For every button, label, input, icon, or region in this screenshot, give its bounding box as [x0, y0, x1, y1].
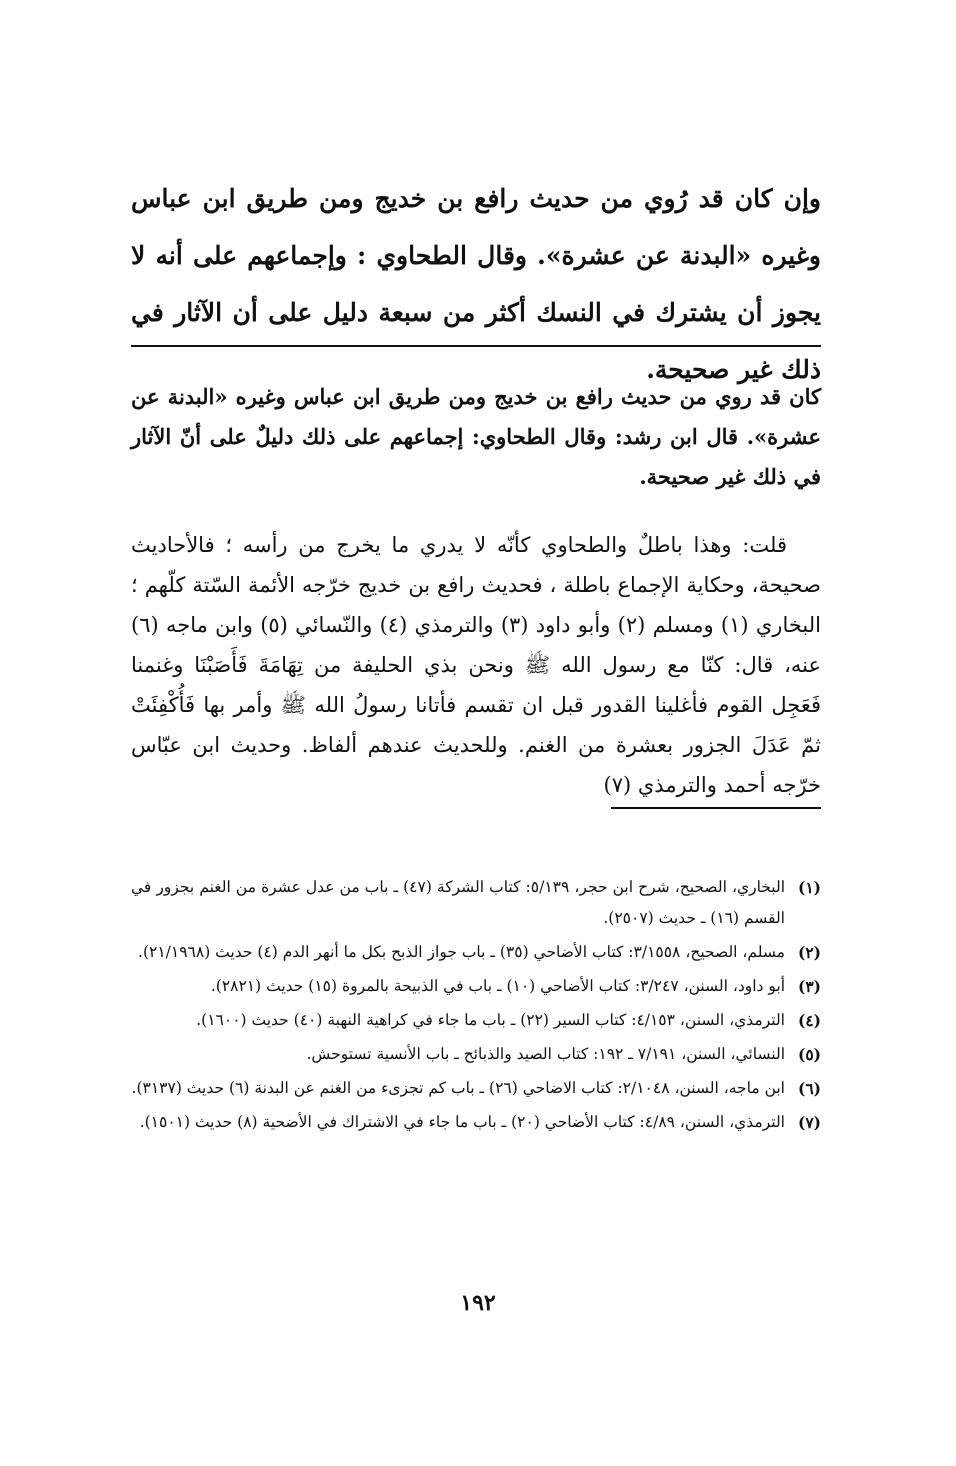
- footnote-text: النسائي، السنن، ٧/١٩١ ـ ١٩٢: كتاب الصيد والذبائح ـ باب الأنسية تستوحش.: [306, 1045, 785, 1063]
- footnote-item: [131, 1107, 821, 1138]
- footnote-number: (٤): [797, 1011, 821, 1030]
- commentary-paragraph-2: قلت: وهذا باطلٌ والطحاوي كأنّه لا يدري ما يخرج من رأسه ؛ فالأحاديث صحيحة، وحكاية الإجماع باطلة ، فحديث رافع بن خديج خرّجه الأئمة السّتة كلّهم ؛ البخاري (١) ومسلم (٢) وأبو داود (٣) والترمذي (٤) والنّسائي (٥) وابن ماجه (٦) عنه، قال: كنّا مع رسول الله ﷺ ونحن بذي الحليفة من تِهَامَةَ فَأَصَبْنَا وغنمنا فَعَجِل القوم فأغلينا القدور قبل ان تقسم فأتانا رسولُ الله ﷺ وأمر بها فَأُكْفِئَتْ ثمّ عَدَلَ الجزور بعشرة من الغنم. وللحديث عندهم ألفاظ. وحديث ابن عبّاس خرّجه أحمد والترمذي (٧): [131, 533, 821, 797]
- footnote-item: [131, 1073, 821, 1104]
- section-divider: [131, 345, 821, 347]
- footnote-text: أبو داود، السنن، ٣/٢٤٧: كتاب الأضاحي (١٠) ـ باب في الذبيحة بالمروة (١٥) حديث (٢٨٢١).: [210, 977, 785, 995]
- footnote-number: (٧): [797, 1113, 821, 1132]
- footnote-text: البخاري، الصحيح، شرح ابن حجر، ٥/١٣٩: كتاب الشركة (٤٧) ـ باب من عدل عشرة من الغنم بجزور في القسم (١٦) ـ حديث (٢٥٠٧).: [131, 878, 785, 927]
- quoted-text-block: [131, 170, 821, 398]
- footnote-divider: [611, 807, 821, 809]
- footnote-number: (١): [797, 878, 821, 897]
- commentary-paragraph-1: كان قد روي من حديث رافع بن خديج ومن طريق ابن عباس وغيره «البدنة عن عشرة». قال ابن رشد: وقال الطحاوي: إجماعهم على ذلك دليلٌ على أنّ الآثار في ذلك غير صحيحة.: [131, 384, 821, 489]
- footnote-item: [131, 1039, 821, 1070]
- footnote-text: ابن ماجه، السنن، ٢/١٠٤٨: كتاب الاضاحي (٢٦) ـ باب كم تجزىء من الغنم عن البدنة (٦) حديث (٣١٣٧).: [131, 1079, 785, 1097]
- footnote-text: الترمذي، السنن، ٤/٨٩: كتاب الأضاحي (٢٠) ـ باب ما جاء في الاشتراك في الأضحية (٨) حديث (١٥٠١).: [139, 1113, 785, 1131]
- footnote-number: (٣): [797, 977, 821, 996]
- commentary-body: [131, 525, 821, 805]
- footnote-item: [131, 872, 821, 934]
- footnote-item: [131, 937, 821, 968]
- footnote-item: [131, 1005, 821, 1036]
- footnote-number: (٦): [797, 1079, 821, 1098]
- footnote-item: [131, 971, 821, 1002]
- footnote-number: (٥): [797, 1045, 821, 1064]
- footnotes-list: [131, 872, 821, 1141]
- commentary-summary: [131, 377, 821, 497]
- footnote-text: الترمذي، السنن، ٤/١٥٣: كتاب السير (٢٢) ـ باب ما جاء في كراهية النهبة (٤٠) حديث (١٦٠٠).: [196, 1011, 785, 1029]
- quoted-paragraph: وإن كان قد رُوي من حديث رافع بن خديج ومن طريق ابن عباس وغيره «البدنة عن عشرة». وقال الطحاوي : وإجماعهم على أنه لا يجوز أن يشترك في النسك أكثر من سبعة دليل على أن الآثار في ذلك غير صحيحة.: [131, 184, 821, 384]
- footnote-text: مسلم، الصحيح، ٣/١٥٥٨: كتاب الأضاحي (٣٥) ـ باب جواز الذبح بكل ما أنهر الدم (٤) حديث (٢١/١٩٦٨).: [138, 943, 785, 961]
- footnote-number: (٢): [797, 943, 821, 962]
- page-number: ١٩٢: [460, 1290, 496, 1316]
